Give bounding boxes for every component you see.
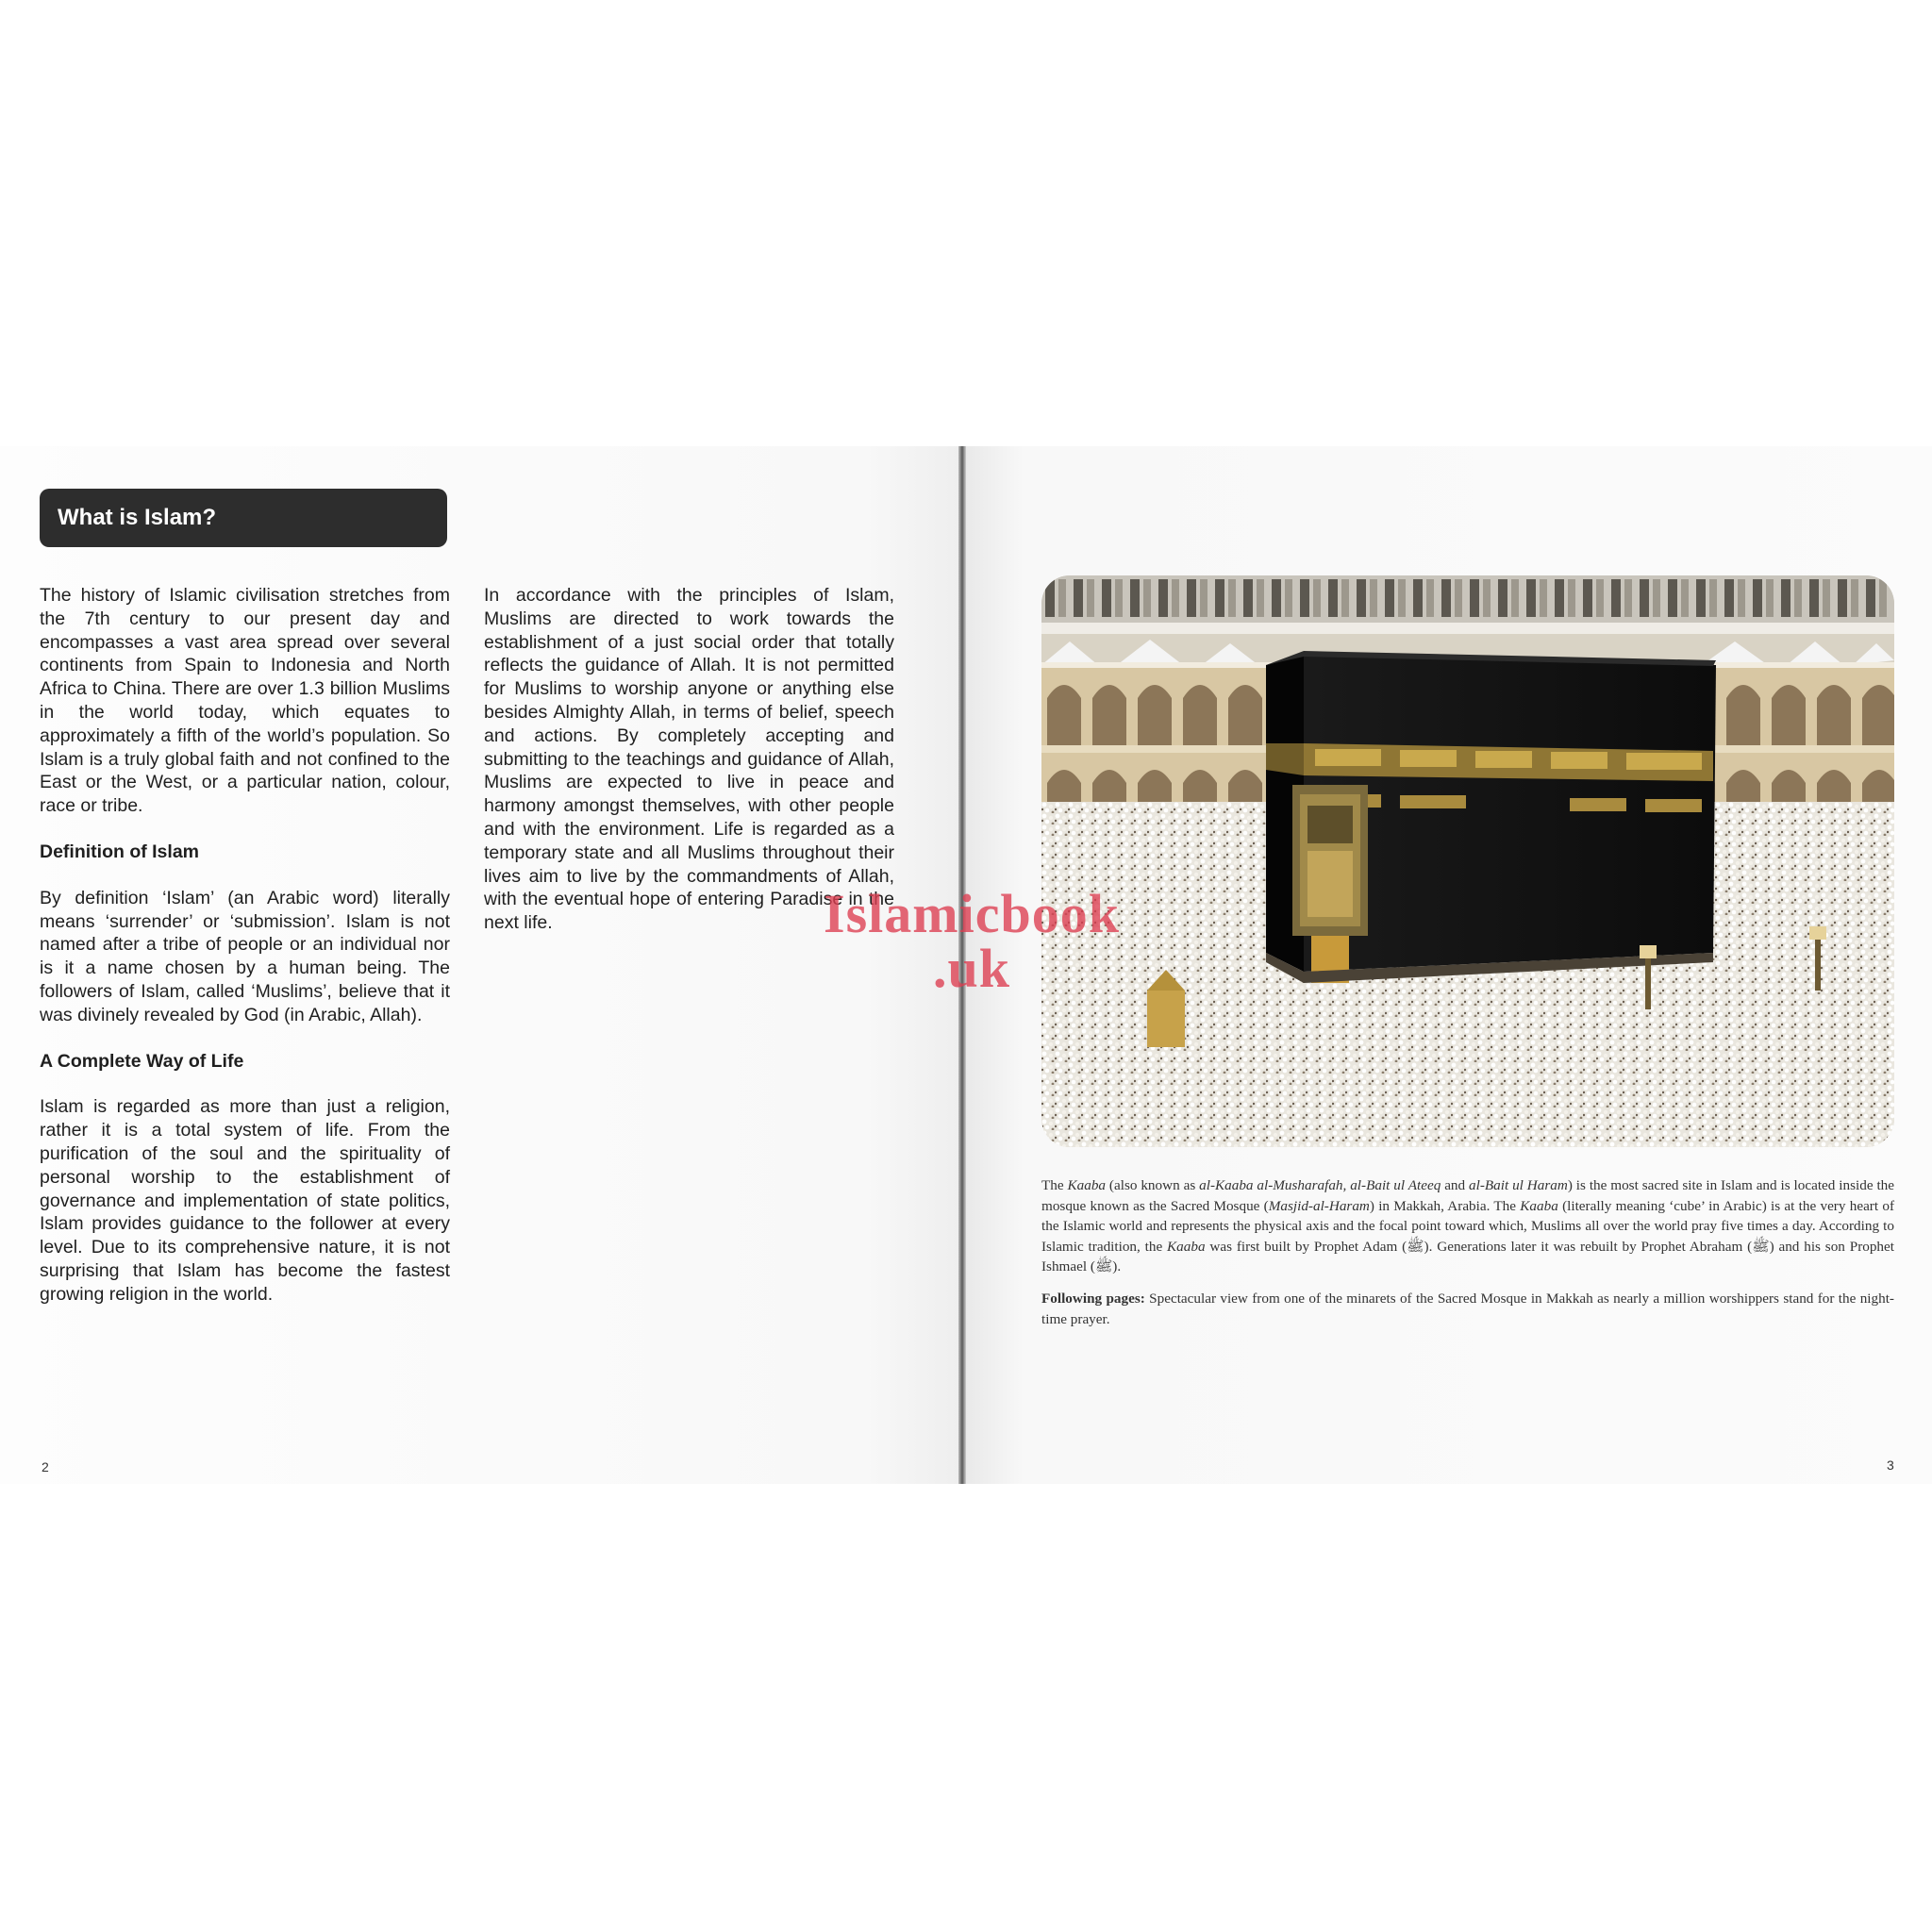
caption-paragraph: [1041, 1175, 1894, 1277]
page-number-left: 2: [42, 1459, 49, 1474]
caption-text: (also known as: [1106, 1177, 1200, 1193]
caption-italic: Masjid-al-Haram: [1268, 1197, 1370, 1214]
caption-italic: Kaaba: [1520, 1197, 1558, 1214]
watermark-line-2: .uk: [932, 938, 1010, 999]
intro-paragraph: The history of Islamic civilisation stretches from the 7th century to our present day and encompasses a vast area spread over several continents from Spain to Indonesia and North Africa to China. There are over 1.3 billion Muslims in the world today, which equates to approximately a fifth of the world’s population. So Islam is a truly global faith and not confined to the East or the West, or a particular nation, colour, race or tribe.: [40, 585, 450, 817]
caption-text: ) in Makkah, Arabia. The: [1369, 1197, 1521, 1214]
caption-italic: al-Bait ul Haram: [1469, 1177, 1568, 1193]
following-pages-note: [1041, 1289, 1894, 1329]
way-of-life-paragraph: Islam is regarded as more than just a religion, rather it is a total system of life. From the purification of the soul and the spirituality of personal worship to the establishment of governance and implementation of state politics, Islam provides guidance to the follower at every level. Due to its comprehensive nature, it is not surprising that Islam has become the fastest growing religion in the world.: [40, 1096, 450, 1305]
definition-paragraph: By definition ‘Islam’ (an Arabic word) literally means ‘surrender’ or ‘submission’. Islam is not named after a tribe of people or an individual nor is it a name chosen by a human being. The followers of Islam, called ‘Muslims’, believe that it was divinely revealed by God (in Arabic, Allah).: [40, 887, 450, 1025]
subheading-way-of-life: A Complete Way of Life: [40, 1050, 244, 1072]
caption-text: ) is the most sacred site in Islam and is located inside the mosque known as the Sacred Mosque (: [1041, 1177, 1895, 1214]
caption-text: The: [1041, 1177, 1068, 1193]
caption-text: and: [1441, 1177, 1470, 1193]
kaaba-photo: [1041, 575, 1894, 1147]
watermark: [802, 883, 1141, 999]
section-title-bar: [40, 489, 447, 547]
watermark-line-1: Islamicbook: [824, 883, 1120, 944]
caption-italic: Kaaba: [1067, 1177, 1107, 1193]
caption-italic: Kaaba: [1167, 1238, 1206, 1255]
left-column: [40, 584, 450, 1307]
following-pages-text: Spectacular view from one of the minarets of the Sacred Mosque in Makkah as nearly a million worshippers stand for the night-time prayer.: [1041, 1290, 1894, 1327]
caption-text: (literally meaning ‘cube’ in Arabic) is at the very heart of the Islamic world and represents the physical axis and the focal point toward which, Muslims all over the world pray five times a day. According to Islamic tradition, the: [1041, 1197, 1895, 1255]
following-pages-label: Following pages:: [1041, 1290, 1145, 1307]
caption-italic: al-Kaaba al-Musharafah, al-Bait ul Ateeq: [1199, 1177, 1441, 1193]
kaaba-illustration: [1041, 575, 1894, 1147]
photo-caption: [1041, 1175, 1894, 1329]
caption-text: was first built by Prophet Adam (ﷺ). Generations later it was rebuilt by Prophet Abraham (ﷺ) and his son Prophet Ishmael (ﷺ).: [1041, 1238, 1894, 1275]
page-number-right: 3: [1887, 1457, 1894, 1473]
subheading-definition: Definition of Islam: [40, 841, 200, 862]
page-title: What is Islam?: [58, 505, 217, 530]
principles-paragraph: In accordance with the principles of Islam, Muslims are directed to work towards the establishment of a just social order that totally reflects the guidance of Allah. It is not permitted for Muslims to worship anyone or anything else besides Almighty Allah, in terms of belief, speech and actions. By completely accepting and submitting to the teachings and guidance of Allah, Muslims are expected to live in peace and harmony amongst themselves, with other people and with the environment. Life is regarded as a temporary state and all Muslims throughout their lives aim to live by the commandments of Allah, with the eventual hope of entering Paradise in the next life.: [484, 585, 894, 934]
